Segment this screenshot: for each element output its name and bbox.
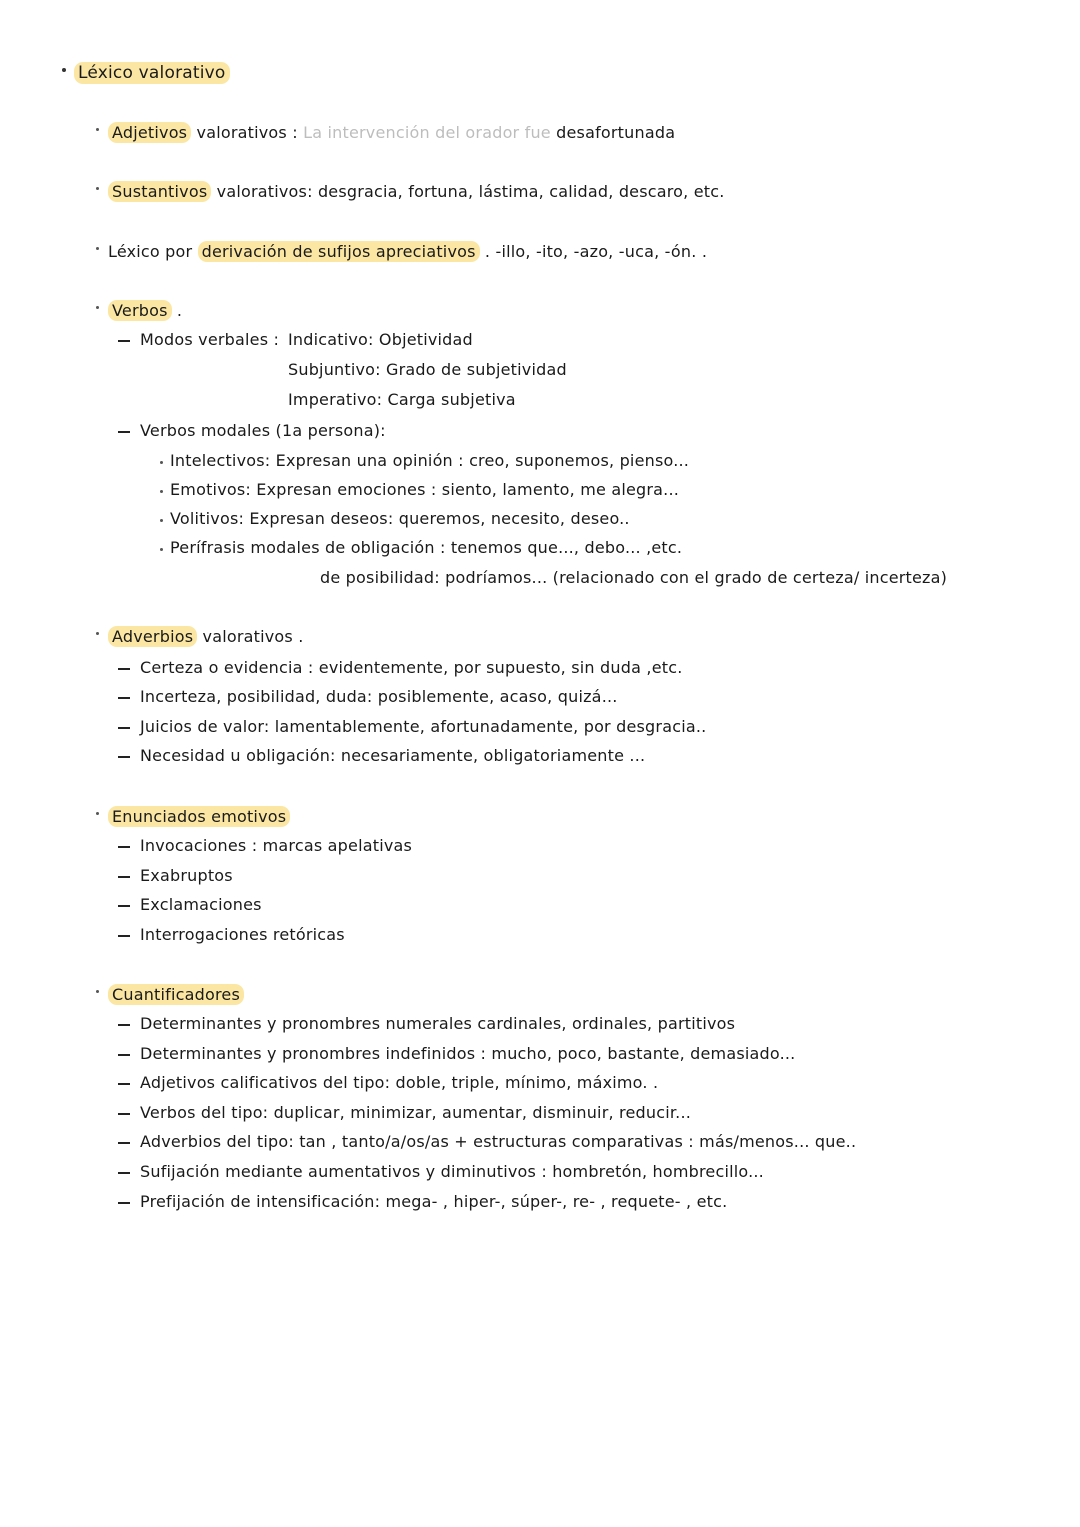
adverbio-incerteza: Incerteza, posibilidad, duda: posiblemente, acaso, quizá... [140, 687, 618, 706]
enunciado-invocaciones: Invocaciones : marcas apelativas [140, 836, 413, 855]
bullet-modal-4 [160, 548, 163, 551]
adjetivos-line [108, 123, 675, 143]
dash-enunciado-1 [118, 846, 130, 848]
cuant-sufijacion: Sufijación mediante aumentativos y diminutivos : hombretón, hombrecillo... [140, 1162, 764, 1181]
modal-volitivos: Volitivos: Expresan deseos: queremos, necesito, deseo.. [170, 509, 630, 528]
cuantificadores-line [108, 985, 244, 1005]
bullet-derivacion [96, 247, 99, 250]
bullet-cuantificadores [96, 990, 99, 993]
modos-label: Modos verbales : [140, 330, 280, 349]
bullet-enunciados [96, 812, 99, 815]
sustantivos-line [108, 182, 725, 202]
enunciado-exclamaciones: Exclamaciones [140, 895, 262, 914]
adjetivos-term: Adjetivos [108, 122, 191, 143]
dash-cuant-2 [118, 1054, 130, 1056]
dash-cuant-5 [118, 1142, 130, 1144]
verbos-rest: . [171, 301, 183, 320]
derivacion-pre: Léxico por [108, 242, 198, 261]
dash-cuant-7 [118, 1202, 130, 1204]
cuant-adjetivos: Adjetivos calificativos del tipo: doble, triple, mínimo, máximo. . [140, 1073, 659, 1092]
dash-cuant-4 [118, 1113, 130, 1115]
modal-intelectivos: Intelectivos: Expresan una opinión : creo, suponemos, pienso... [170, 451, 690, 470]
dash-adverbio-4 [118, 756, 130, 758]
dash-cuant-3 [118, 1083, 130, 1085]
adverbios-rest: valorativos . [197, 627, 304, 646]
dash-modos [118, 340, 130, 342]
adverbio-juicios: Juicios de valor: lamentablemente, afortunadamente, por desgracia.. [140, 717, 707, 736]
bullet-sustantivos [96, 187, 99, 190]
cuant-verbos: Verbos del tipo: duplicar, minimizar, aumentar, disminuir, reducir... [140, 1103, 692, 1122]
dash-enunciado-4 [118, 935, 130, 937]
modo-imperativo: Imperativo: Carga subjetiva [288, 390, 516, 409]
modales-label: Verbos modales (1a persona): [140, 421, 386, 440]
verbos-term: Verbos [108, 300, 172, 321]
adverbios-line [108, 627, 304, 647]
dash-adverbio-3 [118, 727, 130, 729]
cuant-prefijacion: Prefijación de intensificación: mega- , hiper-, súper-, re- , requete- , etc. [140, 1192, 728, 1211]
cuant-numerales: Determinantes y pronombres numerales cardinales, ordinales, partitivos [140, 1014, 736, 1033]
page-title [74, 63, 230, 83]
dash-cuant-1 [118, 1024, 130, 1026]
title-highlight: Léxico valorativo [74, 62, 230, 84]
enunciados-term: Enunciados emotivos [108, 806, 290, 827]
adjetivos-example-gray: La intervención del orador fue [303, 123, 551, 142]
verbos-line [108, 301, 182, 321]
modal-emotivos: Emotivos: Expresan emociones : siento, lamento, me alegra... [170, 480, 680, 499]
dash-adverbio-1 [118, 668, 130, 670]
bullet-verbos [96, 306, 99, 309]
bullet-modal-2 [160, 490, 163, 493]
cuant-adverbios: Adverbios del tipo: tan , tanto/a/os/as + estructuras comparativas : más/menos... que.. [140, 1132, 857, 1151]
bullet-modal-1 [160, 461, 163, 464]
dash-adverbio-2 [118, 697, 130, 699]
title-bullet [62, 68, 66, 72]
dash-cuant-6 [118, 1172, 130, 1174]
modal-posibilidad: de posibilidad: podríamos... (relacionado con el grado de certeza/ incerteza) [320, 568, 948, 587]
derivacion-line [108, 242, 707, 262]
sustantivos-term: Sustantivos [108, 181, 211, 202]
adverbio-necesidad: Necesidad u obligación: necesariamente, obligatoriamente ... [140, 746, 646, 765]
cuant-indefinidos: Determinantes y pronombres indefinidos : mucho, poco, bastante, demasiado... [140, 1044, 796, 1063]
enunciado-exabruptos: Exabruptos [140, 866, 233, 885]
adjetivos-rest: valorativos : [191, 123, 298, 142]
modo-subjuntivo: Subjuntivo: Grado de subjetividad [288, 360, 567, 379]
modal-perifrasis: Perífrasis modales de obligación : tenemos que..., debo... ,etc. [170, 538, 683, 557]
derivacion-rest: . -illo, -ito, -azo, -uca, -ón. . [479, 242, 708, 261]
enunciados-line [108, 807, 290, 827]
derivacion-term: derivación de sufijos apreciativos [198, 241, 480, 262]
enunciado-interrogaciones: Interrogaciones retóricas [140, 925, 345, 944]
dash-modales [118, 431, 130, 433]
modo-indicativo: Indicativo: Objetividad [288, 330, 473, 349]
dash-enunciado-2 [118, 876, 130, 878]
adverbios-term: Adverbios [108, 626, 197, 647]
adverbio-certeza: Certeza o evidencia : evidentemente, por supuesto, sin duda ,etc. [140, 658, 683, 677]
adjetivos-example-bold: desafortunada [556, 123, 676, 142]
cuantificadores-term: Cuantificadores [108, 984, 244, 1005]
bullet-adjetivos [96, 128, 99, 131]
sustantivos-rest: valorativos: desgracia, fortuna, lástima, calidad, descaro, etc. [211, 182, 725, 201]
bullet-adverbios [96, 632, 99, 635]
dash-enunciado-3 [118, 905, 130, 907]
bullet-modal-3 [160, 519, 163, 522]
